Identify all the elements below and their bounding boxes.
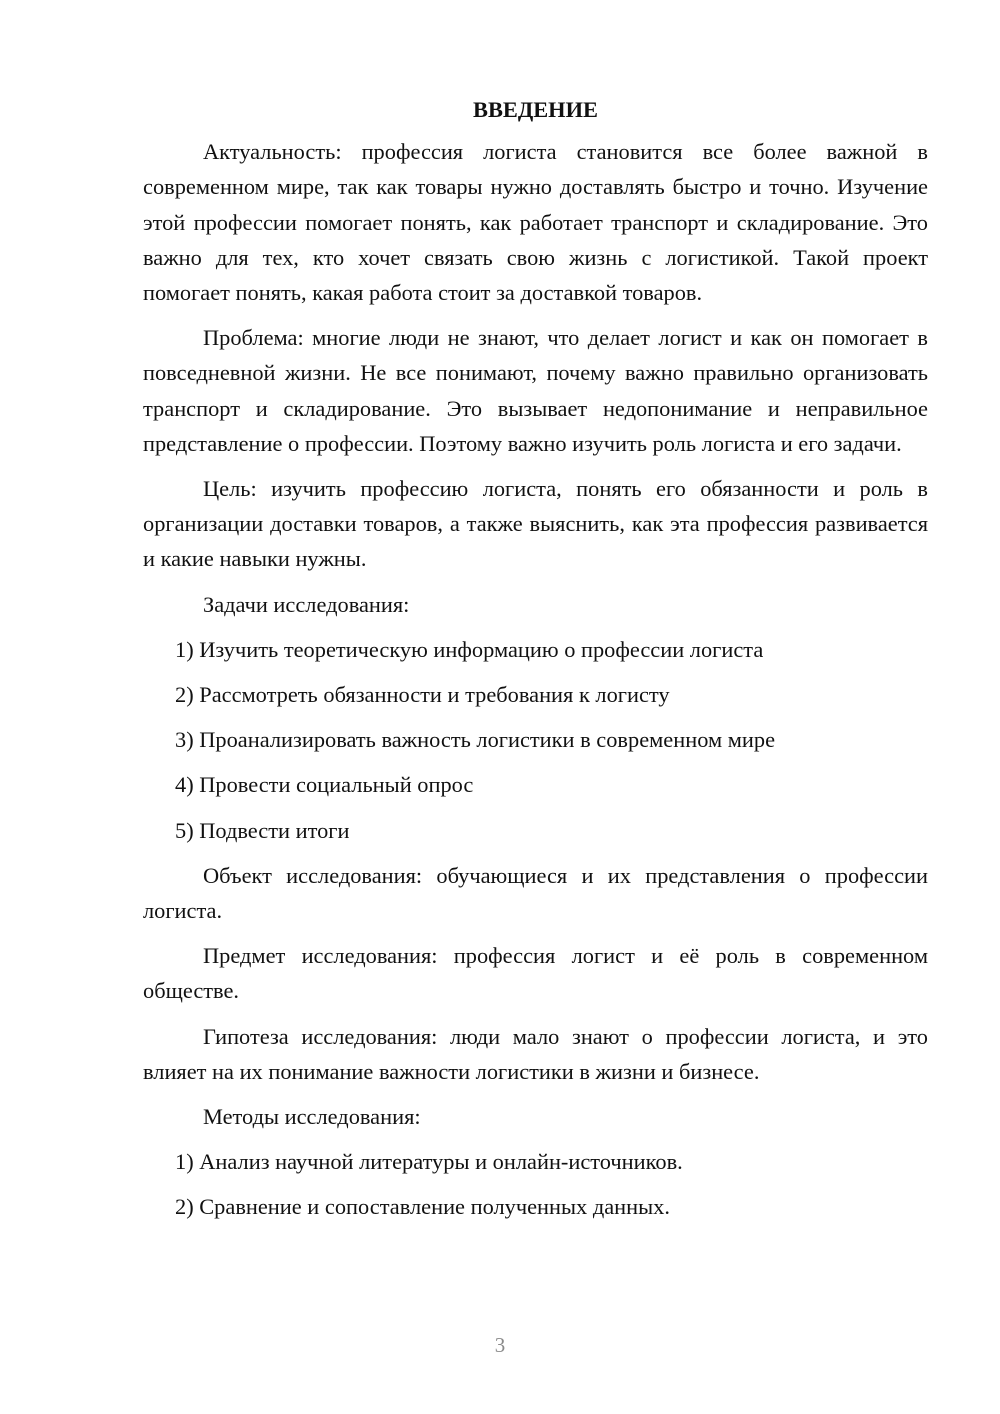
task-item: 4) Провести социальный опрос <box>175 772 474 798</box>
hypothesis-paragraph: Гипотеза исследования: люди мало знают о профессии логиста, и это влияет на их понимание важности логистики в жизни и бизнесе. <box>143 1023 928 1084</box>
page-content <box>143 92 928 1235</box>
object-paragraph: Объект исследования: обучающиеся и их представления о профессии логиста. <box>143 862 928 924</box>
section-title: ВВЕДЕНИЕ <box>473 97 598 122</box>
task-item: 2) Рассмотреть обязанности и требования к логисту <box>175 682 670 708</box>
problem-paragraph: Проблема: многие люди не знают, что делает логист и как он помогает в повседневной жизни. Не все понимают, почему важно правильно организовать транспорт и складирование. Это вызывает недопонимание и неправильное представление о профессии. Поэтому важно изучить роль логиста и его задачи. <box>143 325 928 456</box>
task-item: 5) Подвести итоги <box>175 817 350 843</box>
task-item: 1) Изучить теоретическую информацию о профессии логиста <box>175 636 764 662</box>
subject-paragraph: Предмет исследования: профессия логист и её роль в современном обществе. <box>143 943 928 1004</box>
tasks-list <box>143 632 928 848</box>
methods-list <box>143 1144 928 1224</box>
goal-paragraph: Цель: изучить профессию логиста, понять его обязанности и роль в организации доставки товаров, а также выяснить, как эта профессия развивается и какие навыки нужны. <box>143 476 928 572</box>
method-item: 1) Анализ научной литературы и онлайн-источников. <box>175 1149 683 1175</box>
tasks-heading: Задачи исследования: <box>203 591 410 617</box>
method-item: 2) Сравнение и сопоставление полученных данных. <box>175 1194 670 1220</box>
task-item: 3) Проанализировать важность логистики в современном мире <box>175 727 776 753</box>
methods-heading: Методы исследования: <box>203 1104 421 1130</box>
page-number: 3 <box>494 1333 506 1357</box>
relevance-paragraph: Актуальность: профессия логиста становится все более важной в современном мире, так как товары нужно доставлять быстро и точно. Изучение этой профессии помогает понять, как работает транспорт и складирование. Это важно для тех, кто хочет связать свою жизнь с логистикой. Такой проект помогает понять, какая работа стоит за доставкой товаров. <box>143 139 928 306</box>
